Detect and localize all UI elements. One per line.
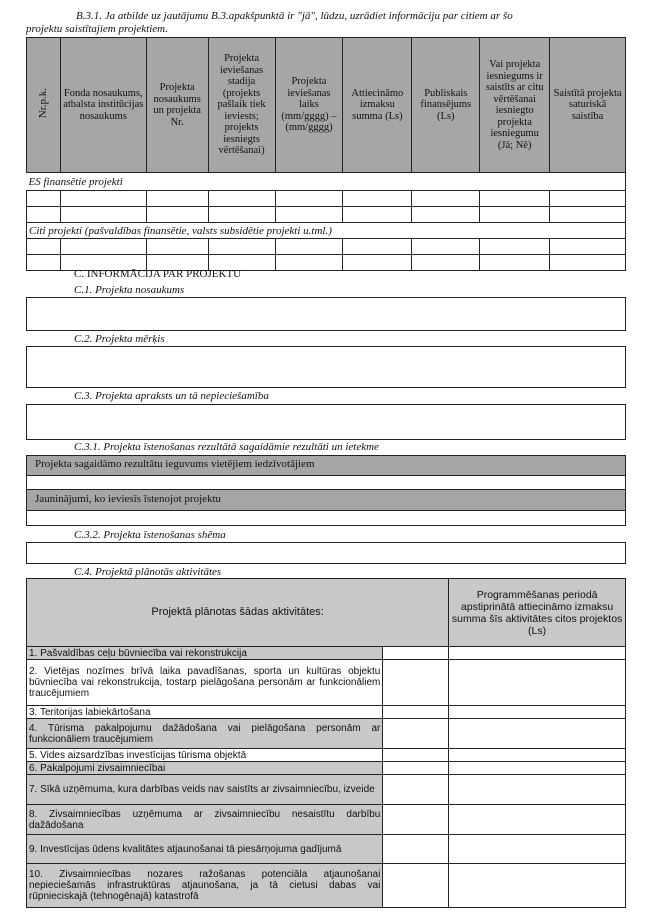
activity-row-2: 2. Vietējas nozīmes brīvā laika pavadīšanas, sporta un kultūras objektu būvniecība vai rekonstrukcija, tostarp pielāgošana personām ar funkcionāliem traucējumiem (27, 660, 626, 706)
col-header-public-funding: Publiskais finansējums (Ls) (412, 38, 480, 173)
activity-row-7: 7. Sīkā uzņēmuma, kura darbības veids nav saistīts ar zivsaimniecību, izveide (27, 775, 626, 805)
activities-header-left: Projektā plānotas šādas aktivitātes: (27, 579, 449, 647)
activity-row-3: 3. Teritorijas labiekārtošana (27, 706, 626, 719)
col-header-stage: Projekta ieviešanas stadija (projekts pašlaik tiek ieviests; projekts iesniegts vērtēšanai) (208, 38, 275, 173)
table-row (27, 239, 626, 255)
col-header-linked: Vai projekta iesniegums ir saistīts ar citu vērtēšanai iesniegto projekta iesniegumu (Jā; Nē) (480, 38, 550, 173)
results-benefit-header: Projekta sagaidāmo rezultātu ieguvums vietējiem iedzīvotājiem (27, 456, 625, 476)
col-header-eligible-costs: Attiecināmo izmaksu summa (Ls) (343, 38, 412, 173)
activity-row-8: 8. Zivsaimniecības uzņēmuma ar zivsaimniecību nesaistītu darbību dažādošana (27, 805, 626, 835)
activity-row-5: 5. Vides aizsardzības investīcijas tūrisma objektā (27, 749, 626, 762)
col-header-fund: Fonda nosaukums, atbalsta institūcijas nosaukums (60, 38, 146, 173)
activities-header-right: Programmēšanas periodā apstiprinātā attiecināmo izmaksu summa šīs aktivitātes citos projektos (Ls) (449, 579, 626, 647)
c1-label: C.1. Projekta nosaukums (74, 284, 185, 296)
project-description-field[interactable] (26, 404, 626, 440)
activity-row-6: 6. Pakalpojumi zivsaimniecībai (27, 762, 626, 775)
results-innovation-field[interactable] (27, 511, 625, 525)
project-goal-field[interactable] (26, 346, 626, 388)
activities-table (26, 578, 626, 908)
col-header-period: Projekta ieviešanas laiks (mm/gggg) – (mm/gggg) (275, 38, 343, 173)
col-header-link-content: Saistītā projekta saturiskā saistība (550, 38, 626, 173)
activity-row-1: 1. Pašvaldības ceļu būvniecība vai rekonstrukcija (27, 647, 626, 660)
intro-line-2: projektu saistītajiem projektiem. (26, 23, 168, 35)
implementation-scheme-field[interactable] (26, 542, 626, 564)
c32-label: C.3.2. Projekta īstenošanas shēma (74, 529, 226, 541)
activity-row-9: 9. Investīcijas ūdens kvalitātes atjaunošanai tā piesārņojuma gadījumā (27, 835, 626, 864)
section-c-title: C. INFORMĀCIJA PAR PROJEKTU (74, 268, 242, 280)
activity-row-10: 10. Zivsaimniecības nozares ražošanas potenciāla atjaunošanai nepieciešamās infrastruktūras atjaunošana, ja tā cietusi dabas vai rūpnieciskajā (tehnogēnajā) katastrofā (27, 864, 626, 908)
section-es-projects: ES finansētie projekti (27, 173, 626, 191)
col-header-nr: Nr.p.k. (27, 38, 61, 173)
results-benefit-field[interactable] (27, 476, 625, 490)
intro-line-1: B.3.1. Ja atbilde uz jautājumu B.3.apakšpunktā ir "jā", lūdzu, uzrādiet informāciju par citiem ar šo (76, 10, 513, 22)
results-innovation-header: Jauninājumi, ko ieviesīs īstenojot projektu (27, 490, 625, 511)
c31-label: C.3.1. Projekta īstenošanas rezultātā sagaidāmie rezultāti un ietekme (74, 441, 379, 453)
table-row (27, 191, 626, 207)
c3-label: C.3. Projekta apraksts un tā nepieciešamība (74, 390, 269, 402)
project-name-field[interactable] (26, 297, 626, 331)
col-header-project-name: Projekta nosaukums un projekta Nr. (146, 38, 208, 173)
section-other-projects: Citi projekti (pašvaldības finansētie, valsts subsidētie projekti u.tml.) (27, 223, 626, 239)
table-row (27, 207, 626, 223)
c4-label: C.4. Projektā plānotās aktivitātes (74, 566, 222, 578)
results-block (26, 455, 626, 526)
related-projects-table (26, 37, 626, 271)
activity-row-4: 4. Tūrisma pakalpojumu dažādošana vai pielāgošana personām ar funkcionāliem traucējumiem (27, 719, 626, 749)
c2-label: C.2. Projekta mērķis (74, 333, 165, 345)
